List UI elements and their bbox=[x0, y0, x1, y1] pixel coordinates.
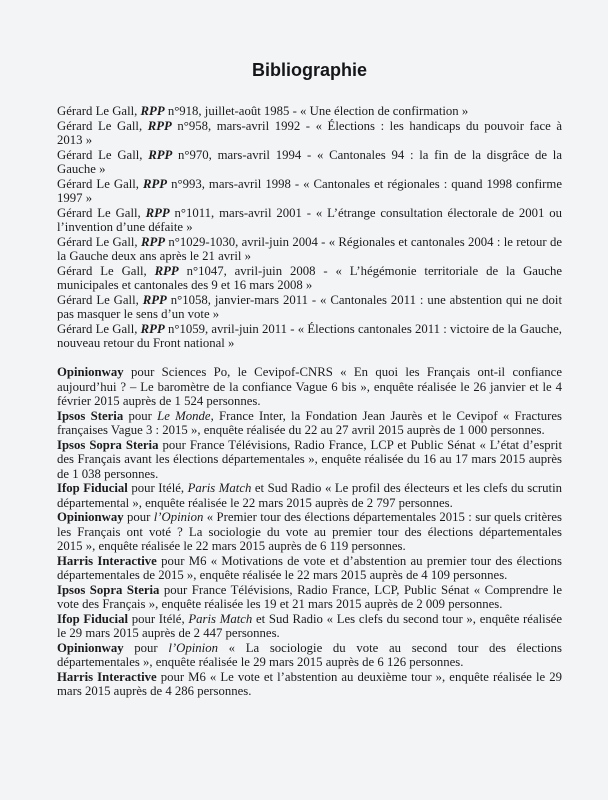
bibliography-entry bbox=[57, 293, 562, 322]
page-title: Bibliographie bbox=[251, 60, 367, 80]
entry-text-italic: l’Opinion bbox=[168, 640, 218, 655]
entry-text: n°958, mars-avril 1992 - « Élections : les handicaps du pouvoir face à 2013 » bbox=[57, 118, 562, 147]
entry-text: , France Inter, la Fondation Jean Jaurès et le Cevipof « Fractures françaises Vague 3 : 2015 », enquête réalisée du 22 au 27 avril 2015 auprès de 1 000 personnes. bbox=[57, 408, 562, 437]
entry-text-bold-italic: RPP bbox=[145, 205, 170, 220]
entry-text-bold: Opinionway bbox=[57, 640, 124, 655]
articles-section bbox=[57, 104, 562, 351]
entry-text: n°1011, mars-avril 2001 - « L’étrange consultation électorale de 2001 ou l’invention d’une défaite » bbox=[57, 205, 562, 234]
entry-text-bold: Ifop Fiducial bbox=[57, 481, 128, 495]
entry-text: Gérard Le Gall, bbox=[57, 118, 148, 133]
entry-text-bold-italic: RPP bbox=[143, 176, 168, 191]
entry-text: « La sociologie du vote au second tour des élections départementales », enquête réalisée le 29 mars 2015 auprès de 6 126 personnes. bbox=[57, 640, 562, 669]
entry-text: Gérard Le Gall, bbox=[57, 176, 144, 191]
bibliography-entry bbox=[57, 119, 562, 148]
entry-text: pour bbox=[123, 640, 169, 655]
entry-text: pour France Télévisions, Radio France, LCP, Public Sénat « Comprendre le vote des Français », enquête réalisée les 19 et 21 mars 2015 auprès de 2 009 personnes. bbox=[57, 582, 562, 611]
entry-text: n°1047, avril-juin 2008 - « L’hégémonie territoriale de la Gauche municipales et cantonales des 9 et 16 mars 2008 » bbox=[57, 263, 563, 292]
bibliography-entry bbox=[57, 365, 562, 409]
bibliography-entry bbox=[57, 583, 562, 612]
entry-text: et Sud Radio « Le profil des électeurs et les clefs du scrutin départemental », enquête réalisée le 22 mars 2015 auprès de 2 797 personnes. bbox=[57, 481, 562, 510]
entry-text-bold-italic: RPP bbox=[147, 118, 172, 133]
entry-text: Gérard Le Gall, bbox=[57, 205, 146, 220]
entry-text: pour Itélé, bbox=[128, 611, 189, 626]
bibliography-entry bbox=[57, 438, 562, 482]
entry-text: n°993, mars-avril 1998 - « Cantonales et régionales : quand 1998 confirme 1997 » bbox=[57, 176, 562, 205]
bibliography-entry bbox=[57, 641, 562, 670]
entry-text: pour Itélé, bbox=[127, 481, 188, 495]
entry-text: « Premier tour des élections départementales 2015 : sur quels critères les Français ont voté ? La sociologie du vote au premier tour des élections départementales 2015 », enquête réalisée le 22 mars 2015 auprès de 6 119 personnes. bbox=[57, 510, 562, 553]
entry-text-bold: Ipsos Steria bbox=[57, 408, 124, 423]
entry-text-bold: Harris Interactive bbox=[57, 553, 157, 568]
entry-text-bold: Ipsos Sopra Steria bbox=[57, 437, 159, 452]
bibliography-entry bbox=[57, 235, 562, 264]
entry-text-bold-italic: RPP bbox=[140, 321, 165, 336]
entry-text: Gérard Le Gall, bbox=[57, 321, 141, 336]
entry-text: Gérard Le Gall, bbox=[57, 147, 149, 162]
bibliography-entry bbox=[57, 554, 562, 583]
bibliography-entry bbox=[57, 264, 562, 293]
bibliography-entry bbox=[57, 481, 562, 510]
entry-text-italic: Paris Match bbox=[187, 481, 252, 495]
bibliography-entry bbox=[57, 104, 562, 119]
entry-text-bold: Ipsos Sopra Steria bbox=[57, 582, 160, 597]
surveys-section bbox=[57, 365, 562, 699]
entry-text-italic: l’Opinion bbox=[153, 510, 204, 524]
entry-text: Gérard Le Gall, bbox=[57, 234, 141, 249]
entry-text-bold-italic: RPP bbox=[148, 147, 173, 162]
entry-text-bold: Harris Interactive bbox=[57, 669, 157, 684]
bibliography-entry bbox=[57, 670, 562, 699]
entry-text: pour Sciences Po, le Cevipof-CNRS « En quoi les Français ont-il confiance aujourd’hui ? – Le baromètre de la confiance Vague 6 bis », enquête réalisée le 26 janvier et le 4 février 2015 auprès de 1 524 personnes. bbox=[57, 365, 562, 408]
document-page bbox=[57, 0, 562, 699]
entry-text: n°1058, janvier-mars 2011 - « Cantonales 2011 : une abstention qui ne doit pas masquer le sens d’un vote » bbox=[57, 292, 562, 321]
entry-text-bold: Ifop Fiducial bbox=[57, 611, 129, 626]
entry-text: pour bbox=[123, 408, 158, 423]
bibliography-entry bbox=[57, 177, 562, 206]
bibliography-entry bbox=[57, 409, 562, 438]
entry-text-italic: Paris Match bbox=[188, 611, 253, 626]
entry-text-bold-italic: RPP bbox=[142, 292, 167, 307]
entry-text: et Sud Radio « Les clefs du second tour », enquête réalisée le 29 mars 2015 auprès de 2 447 personnes. bbox=[57, 611, 562, 640]
entry-text: Gérard Le Gall, bbox=[57, 292, 143, 307]
entry-text-bold-italic: RPP bbox=[140, 234, 166, 249]
entry-text: n°1029-1030, avril-juin 2004 - « Régionales et cantonales 2004 : le retour de la Gauche deux ans après le 21 avril » bbox=[57, 234, 563, 263]
entry-text: pour France Télévisions, Radio France, LCP et Public Sénat « L’état d’esprit des Français avant les élections départementales », enquête réalisée du 16 au 17 mars 2015 auprès de 1 038 personnes. bbox=[57, 437, 562, 481]
entry-text: Gérard Le Gall, bbox=[57, 104, 141, 118]
entry-text: n°1059, avril-juin 2011 - « Élections cantonales 2011 : victoire de la Gauche, nouveau retour du Front national » bbox=[57, 321, 562, 350]
entry-text: Gérard Le Gall, bbox=[57, 263, 155, 278]
entry-text-bold: Opinionway bbox=[57, 510, 124, 524]
entry-text: pour bbox=[123, 510, 154, 524]
bibliography-entry bbox=[57, 612, 562, 641]
bibliography-entry bbox=[57, 510, 562, 554]
entry-text-bold-italic: RPP bbox=[140, 104, 165, 118]
entry-text-bold: Opinionway bbox=[57, 365, 124, 379]
entry-text: n°918, juillet-août 1985 - « Une élection de confirmation » bbox=[164, 104, 469, 118]
entry-text: pour M6 « Le vote et l’abstention au deuxième tour », enquête réalisée le 29 mars 2015 auprès de 4 286 personnes. bbox=[57, 669, 562, 698]
bibliography-entry bbox=[57, 206, 562, 235]
entry-text: pour M6 « Motivations de vote et d’abstention au premier tour des élections départementales de 2015 », enquête réalisée le 22 mars 2015 auprès de 4 109 personnes. bbox=[57, 553, 562, 582]
bibliography-entry bbox=[57, 322, 562, 351]
bibliography-entry bbox=[57, 148, 562, 177]
entry-text-italic: Le Monde bbox=[157, 408, 211, 423]
entry-text: n°970, mars-avril 1994 - « Cantonales 94 : la fin de la disgrâce de la Gauche » bbox=[57, 147, 563, 176]
entry-text-bold-italic: RPP bbox=[154, 263, 179, 278]
